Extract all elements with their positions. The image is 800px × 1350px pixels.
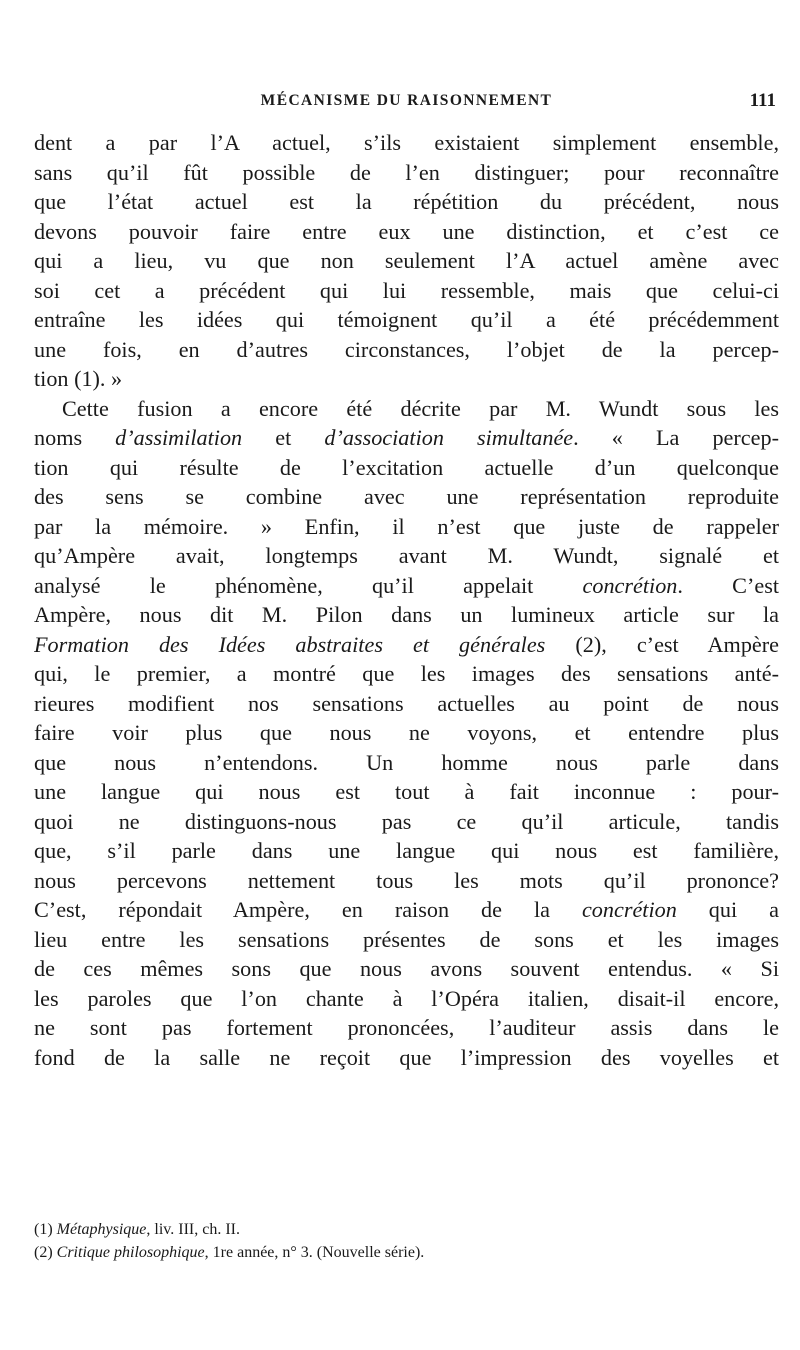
page-number: 111 [749,90,776,111]
text-line: dent a par l’A actuel, s’ils existaient simplement ensemble, [34,130,779,155]
text-line: nous percevons nettement tous les mots qu’il prononce? [34,867,779,893]
text-span: noms [34,425,116,450]
text-line: quoi ne distinguons-nous pas ce qu’il articule, tandis [34,808,779,834]
text-line: que nous n’entendons. Un homme nous parle dans [34,749,779,775]
footnote-number: (2) [34,1244,53,1261]
text-line: une langue qui nous est tout à fait inconnue : pour- [34,779,779,804]
text-line: tion qui résulte de l’excitation actuelle d’un quelconque [34,454,779,480]
footnote-title: Critique philosophique [56,1244,205,1261]
text-line: ne sont pas fortement prononcées, l’auditeur assis dans le [34,1015,779,1040]
text-span: et [242,425,325,450]
text-line: fond de la salle ne reçoit que l’impression des voyelles et [34,1044,779,1070]
text-span: . « La percep- [573,425,779,450]
text-line: entraîne les idées qui témoignent qu’il a été précédemment [34,307,779,332]
text-line: par la mémoire. » Enfin, il n’est que juste de rappeler [34,513,779,539]
text-line [34,423,779,453]
text-span: qui a [676,897,779,922]
book-page [34,0,779,1350]
paragraph-start-line: Cette fusion a encore été décrite par M. Wundt sous les [62,395,779,421]
text-line: de ces mêmes sons que nous avons souvent entendus. « Si [34,956,779,981]
text-line [34,571,779,601]
text-line: Ampère, nous dit M. Pilon dans un lumineux article sur la [34,602,779,627]
text-line: soi cet a précédent qui lui ressemble, mais que celui-ci [34,277,779,303]
text-span: (2), c’est Ampère [545,631,779,657]
italic-term: d’assimilation [115,425,243,450]
text-line: que l’état actuel est la répétition du précédent, nous [34,189,779,214]
text-line: faire voir plus que nous ne voyons, et entendre plus [34,720,779,745]
italic-term: concrétion [582,572,678,598]
italic-term: concrétion [581,897,677,922]
text-line: que, s’il parle dans une langue qui nous est familière, [34,838,779,863]
text-line: devons pouvoir faire entre eux une distinction, et c’est ce [34,218,779,244]
footnote-number: (1) [34,1221,53,1238]
text-line: tion (1). » [34,366,123,391]
text-line: les paroles que l’on chante à l’Opéra italien, disait-il encore, [34,985,779,1011]
footnote [34,1218,779,1241]
footnote [34,1241,779,1264]
text-line: qu’Ampère avait, longtemps avant M. Wundt, signalé et [34,543,779,568]
footnote-text: , liv. III, ch. II. [146,1221,240,1238]
text-span: . C’est [677,572,779,598]
text-line [34,895,779,925]
text-span: C’est, répondait Ampère, en raison de la [34,897,582,922]
italic-title: Formation des Idées abstraites et générales [34,631,546,657]
text-line: lieu entre les sensations présentes de sons et les images [34,926,779,952]
text-line: qui, le premier, a montré que les images des sensations anté- [34,661,779,686]
footnote-text: , 1re année, n° 3. (Nouvelle série). [204,1244,425,1261]
text-line [34,630,779,660]
footnotes [34,1218,779,1264]
text-span: analysé le phénomène, qu’il appelait [34,572,583,598]
running-title: MÉCANISME DU RAISONNEMENT [260,92,553,109]
body-text [34,128,779,1072]
running-head [34,86,779,116]
text-line: sans qu’il fût possible de l’en distinguer; pour reconnaître [34,159,779,185]
text-line: rieures modifient nos sensations actuelles au point de nous [34,690,779,716]
text-line: des sens se combine avec une représentation reproduite [34,484,779,509]
text-line: une fois, en d’autres circonstances, l’objet de la percep- [34,336,779,362]
footnote-title: Métaphysique [56,1221,147,1238]
italic-term: d’association simultanée [324,425,574,450]
text-line: qui a lieu, vu que non seulement l’A actuel amène avec [34,248,779,273]
